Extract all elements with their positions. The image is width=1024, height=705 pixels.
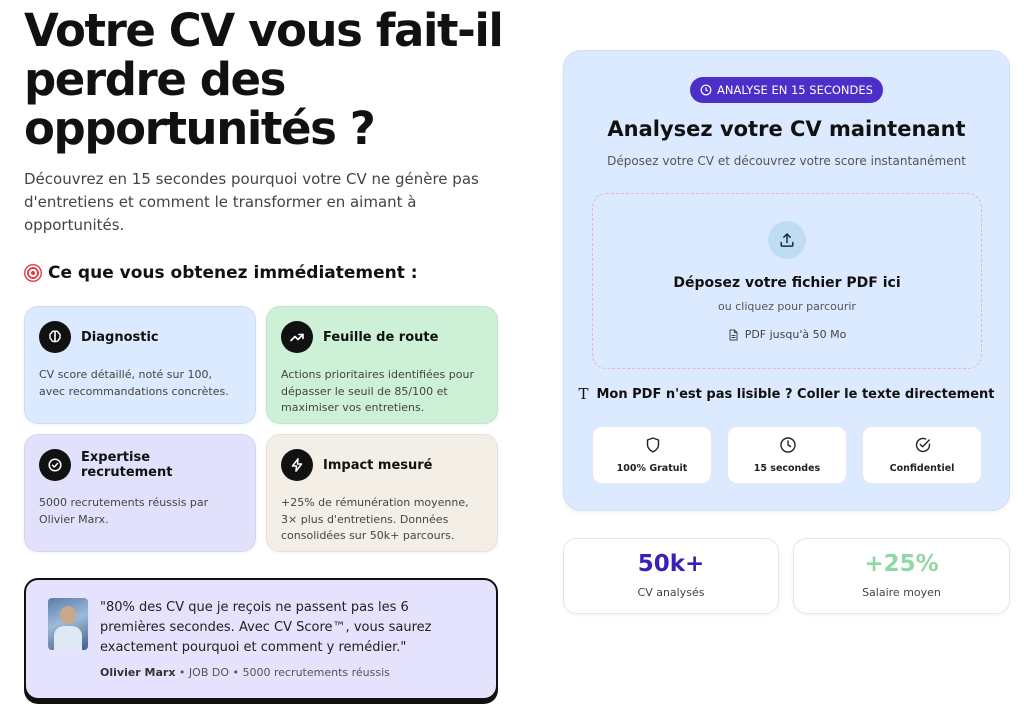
card-title: Expertise recrutement xyxy=(81,450,173,480)
testimonial-author-line xyxy=(100,666,478,679)
avatar xyxy=(48,598,88,650)
stat-label: Salaire moyen xyxy=(862,586,941,599)
stat-salary xyxy=(793,538,1010,614)
stat-label: CV analysés xyxy=(637,586,705,599)
pdf-dropzone[interactable] xyxy=(592,193,982,369)
file-limit xyxy=(593,328,981,341)
stat-cv-analyzed xyxy=(563,538,779,614)
card-text: 5000 recrutements réussis par Olivier Marx. xyxy=(39,496,209,526)
upload-panel xyxy=(563,50,1010,511)
trend-up-icon xyxy=(281,321,313,353)
brain-icon xyxy=(39,321,71,353)
benefit-card-roadmap xyxy=(266,306,498,424)
lightning-icon xyxy=(281,449,313,481)
card-title: Feuille de route xyxy=(323,329,439,345)
benefit-card-expertise xyxy=(24,434,256,552)
card-text: CV score détaillé, noté sur 100, avec recommandations concrètes. xyxy=(39,368,229,398)
card-title: Diagnostic xyxy=(81,329,159,345)
check-circle-icon xyxy=(914,436,932,454)
clock-icon xyxy=(779,436,797,454)
benefit-card-impact xyxy=(266,434,498,552)
badge-text: ANALYSE EN 15 SECONDES xyxy=(717,83,873,97)
benefits-heading xyxy=(24,263,418,283)
paste-text-link[interactable] xyxy=(564,385,1009,403)
hero-subtitle: Découvrez en 15 secondes pourquoi votre CV ne génère pas d'entretiens et comment le transformer en aimant à opportunités. xyxy=(24,170,479,234)
clock-icon xyxy=(700,84,712,96)
stat-value: +25% xyxy=(864,551,939,577)
file-icon xyxy=(728,329,739,341)
text-icon: T xyxy=(578,385,589,403)
dropzone-subtitle: ou cliquez pour parcourir xyxy=(718,300,856,313)
target-icon xyxy=(24,264,42,282)
analysis-badge xyxy=(690,77,883,103)
feature-speed xyxy=(727,426,847,484)
benefit-card-diagnostic xyxy=(24,306,256,424)
upload-subtitle: Déposez votre CV et découvrez votre score instantanément xyxy=(607,154,966,168)
dropzone-title: Déposez votre fichier PDF ici xyxy=(673,275,901,291)
stat-value: 50k+ xyxy=(637,551,705,577)
hero-title: Votre CV vous fait-il perdre des opportunités ? xyxy=(24,4,503,155)
testimonial-details: • JOB DO • 5000 recrutements réussis xyxy=(175,666,390,679)
testimonial-quote: "80% des CV que je reçois ne passent pas les 6 premières secondes. Avec CV Score™, vous saurez exactement pourquoi et comment y remédier." xyxy=(100,600,432,655)
feature-confidential xyxy=(862,426,982,484)
testimonial-card xyxy=(24,578,498,700)
paste-text-label: Mon PDF n'est pas lisible ? Coller le texte directement xyxy=(596,386,995,402)
check-badge-icon xyxy=(39,449,71,481)
upload-title: Analysez votre CV maintenant xyxy=(607,117,966,141)
feature-label: Confidentiel xyxy=(889,463,955,474)
feature-label: 15 secondes xyxy=(753,463,821,474)
upload-icon xyxy=(768,221,806,259)
shield-icon xyxy=(644,436,662,454)
card-text: Actions prioritaires identifiées pour dépasser le seuil de 85/100 et maximiser vos entretiens. xyxy=(281,368,474,414)
testimonial-author: Olivier Marx xyxy=(100,666,176,679)
file-limit-text: PDF jusqu'à 50 Mo xyxy=(744,328,847,341)
feature-label: 100% Gratuit xyxy=(616,463,688,474)
card-title: Impact mesuré xyxy=(323,457,433,473)
feature-free xyxy=(592,426,712,484)
card-text: +25% de rémunération moyenne, 3× plus d'entretiens. Données consolidées sur 50k+ parcours. xyxy=(281,496,469,542)
benefits-heading-text: Ce que vous obtenez immédiatement : xyxy=(48,263,418,283)
